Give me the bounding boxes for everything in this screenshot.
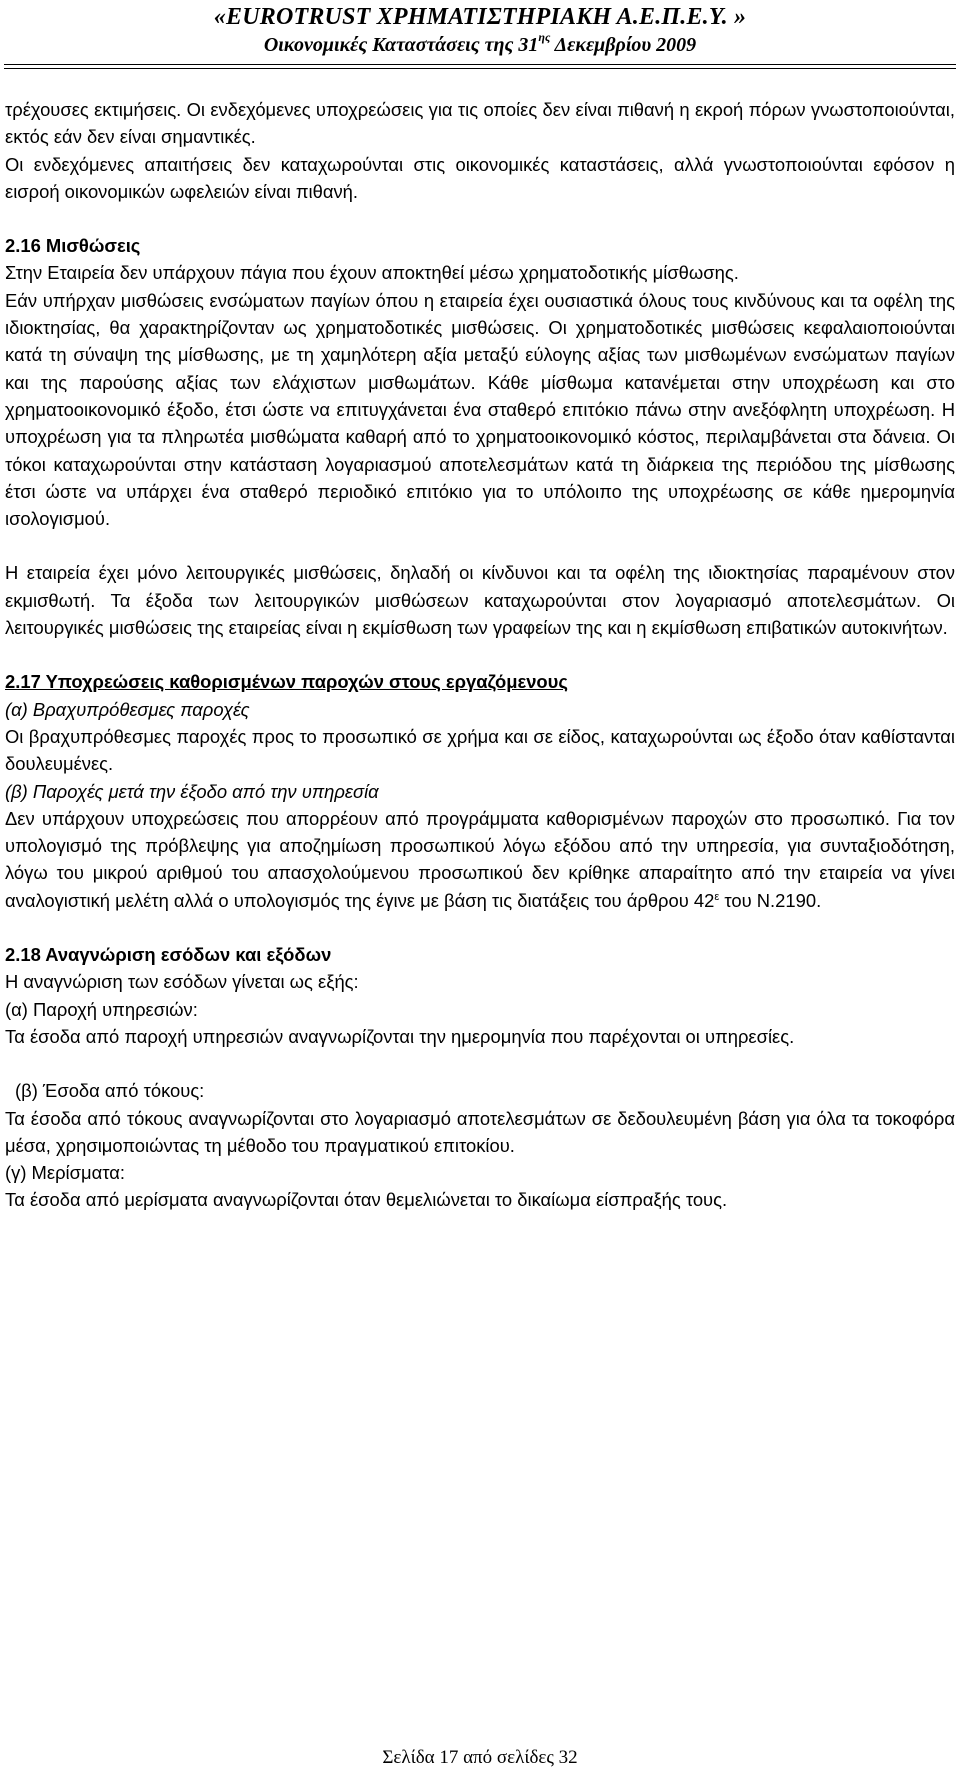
page-number: Σελίδα 17 από σελίδες 32 (382, 1747, 578, 1768)
header-subtitle-prefix: Οικονομικές Καταστάσεις της 31 (263, 34, 539, 56)
section-heading-2-17: 2.17 Υποχρεώσεις καθορισμένων παροχών στους εργαζόμενους (5, 671, 568, 693)
paragraph-2-16-a: Στην Εταιρεία δεν υπάρχουν πάγια που έχουν αποκτηθεί μέσω χρηματοδοτικής μίσθωσης. (5, 262, 739, 284)
spacer (5, 1050, 955, 1077)
paragraph-2-18-intro: Η αναγνώριση των εσόδων γίνεται ως εξής: (5, 971, 359, 993)
section-heading-2-18: 2.18 Αναγνώριση εσόδων και εξόδων (5, 944, 332, 966)
subheading-post-employment-benefits: (β) Παροχές μετά την έξοδο από την υπηρεσία (5, 780, 379, 802)
paragraph-2-17-b-end: του Ν.2190. (719, 889, 822, 911)
paragraph-2-16-c: Η εταιρεία έχει μόνο λειτουργικές μισθώσεις, δηλαδή οι κίνδυνοι και τα οφέλη της ιδιοκτησίας παραμένουν στον εκμισθωτή. Τα έξοδα των λειτουργικών μισθώσεων καταχωρούνται στον λογαριασμό αποτελεσμάτων. Οι λειτουργικές μισθώσεις της εταιρείας είναι η εκμίσθωση των γραφείων της και η εκμίσθωση επιβατικών αυτοκινήτων. (5, 562, 955, 639)
header-rule-bottom (4, 68, 956, 69)
paragraph-contingent-assets: Οι ενδεχόμενες απαιτήσεις δεν καταχωρούνται στις οικονομικές καταστάσεις, αλλά γνωστοποιούνται εφόσον η εισροή οικονομικών ωφελειών είναι πιθανή. (5, 153, 955, 202)
spacer (5, 532, 955, 559)
subheading-short-term-benefits: (α) Βραχυπρόθεσμες παροχές (5, 698, 250, 720)
paragraph-2-17-b (5, 805, 955, 914)
paragraph-intro: τρέχουσες εκτιμήσεις. Οι ενδεχόμενες υποχρεώσεις για τις οποίες δεν είναι πιθανή η εκροή πόρων γνωστοποιούνται, εκτός εάν δεν είναι σημαντικές. (5, 99, 955, 148)
item-b-text: Τα έσοδα από τόκους αναγνωρίζονται στο λογαριασμό αποτελεσμάτων σε δεδουλευμένη βάση για όλα τα τοκοφόρα μέσα, χρησιμοποιώντας τη μέθοδο του πραγματικού επιτοκίου. (5, 1107, 955, 1156)
header-rule-top (4, 64, 956, 65)
paragraph-2-17-a: Οι βραχυπρόθεσμες παροχές προς το προσωπικό σε χρήμα και σε είδος, καταχωρούνται ως έξοδο όταν καθίστανται δουλευμένες. (5, 725, 955, 775)
header-subtitle (0, 32, 960, 58)
spacer (5, 914, 955, 941)
page-header (0, 2, 960, 58)
item-c-text: Τα έσοδα από μερίσματα αναγνωρίζονται όταν θεμελιώνεται το δικαίωμα είσπραξής τους. (5, 1189, 728, 1211)
item-a-label: (α) Παροχή υπηρεσιών: (5, 998, 198, 1020)
header-subtitle-ordinal: ης (538, 30, 551, 45)
header-title: «EUROTRUST ΧΡΗΜΑΤΙΣΤΗΡΙΑΚΗ Α.Ε.Π.Ε.Υ. » (213, 4, 747, 30)
item-b-label: (β) Έσοδα από τόκους: (15, 1080, 205, 1102)
document-body (5, 96, 955, 1214)
spacer (5, 205, 955, 232)
section-heading-2-16: 2.16 Μισθώσεις (5, 235, 141, 257)
paragraph-2-17-b-text: Δεν υπάρχουν υποχρεώσεις που απορρέουν από προγράμματα καθορισμένων παροχών στο προσωπικό. Για τον υπολογισμό της πρόβλεψης για αποζημίωση προσωπικού λόγω εξόδου από την υπηρεσία, για συνταξιοδότηση, λόγω του μικρού αριθμού του απασχολούμενου προσωπικού δεν κρίθηκε απαραίτητο από την εταιρεία να γίνει αναλογιστική μελέτη αλλά ο υπολογισμός της έγινε με βάση τις διατάξεις του άρθρου 42 (5, 807, 955, 911)
spacer (5, 641, 955, 668)
item-c-label: (γ) Μερίσματα: (5, 1162, 125, 1184)
item-a-text: Τα έσοδα από παροχή υπηρεσιών αναγνωρίζονται την ημερομηνία που παρέχονται οι υπηρεσίες. (5, 1025, 795, 1047)
article-ordinal: ε (714, 890, 720, 903)
header-subtitle-suffix: Δεκεμβρίου 2009 (550, 34, 697, 56)
paragraph-2-16-b: Εάν υπήρχαν μισθώσεις ενσώματων παγίων όπου η εταιρεία έχει ουσιαστικά όλους τους κινδύνους και τα οφέλη της ιδιοκτησίας, θα χαρακτηρίζονταν ως χρηματοδοτικές μισθώσεις. Οι χρηματοδοτικές μισθώσεις κεφαλαιοποιούνται κατά τη σύναψη της μίσθωσης, με τη χαμηλότερη αξία μεταξύ εύλογης αξίας των μισθωμένων ενσώματων παγίων και της παρούσης αξίας των ελάχιστων μισθωμάτων. Κάθε μίσθωμα κατανέμεται στην υποχρέωση και στο χρηματοοικονομικό έξοδο, έτσι ώστε να επιτυγχάνεται ένα σταθερό επιτόκιο πάνω στην ανεξόφλητη υποχρέωση. Η υποχρέωση για τα πληρωτέα μισθώματα καθαρή από το χρηματοοικονομικό κόστος, περιλαμβάνεται στα δάνεια. Οι τόκοι καταχωρούνται στην κατάσταση λογαριασμού αποτελεσμάτων κατά τη διάρκεια της περιόδου της μίσθωσης έτσι ώστε να υπάρχει ένα σταθερό περιοδικό επιτόκιο για το υπόλοιπο της υποχρέωσης σε κάθε ημερομηνία ισολογισμού. (5, 289, 955, 530)
